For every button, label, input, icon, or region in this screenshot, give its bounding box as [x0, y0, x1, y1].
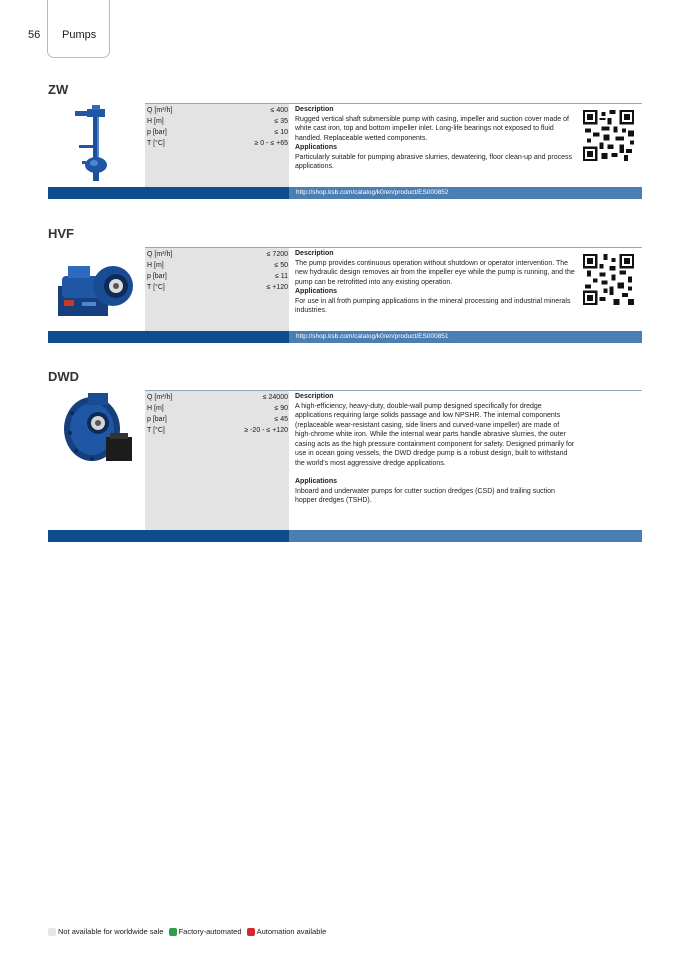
legend-swatch-grey: [48, 928, 56, 936]
spec-p-label: p [bar]: [147, 416, 167, 423]
legend: [48, 926, 329, 938]
description-heading: Description: [295, 106, 334, 113]
spec-t: [147, 425, 288, 436]
spec-h-value: ≤ 35: [274, 118, 288, 125]
product-link-bar: [48, 187, 642, 199]
product-title: ZW: [48, 82, 69, 97]
spec-q-value: ≤ 24000: [262, 394, 288, 401]
bar-left: [48, 530, 289, 542]
description-text: The pump provides continuous operation without shutdown or operator intervention. The new hydraulic design removes air from the impeller eye while the pump is running, and the pump can be retrofitted into any existing operation.: [295, 259, 575, 286]
spec-t-label: T [°C]: [147, 284, 165, 291]
product-description: [295, 392, 575, 506]
product-section-zw: [48, 82, 642, 202]
product-description: [295, 105, 575, 172]
description-heading: Description: [295, 393, 334, 400]
spec-p-value: ≤ 11: [274, 273, 288, 280]
spec-p-label: p [bar]: [147, 273, 167, 280]
spec-q: [147, 105, 288, 116]
spec-q-value: ≤ 400: [270, 107, 288, 114]
spec-q-value: ≤ 7200: [266, 251, 288, 258]
description-text: A high-efficiency, heavy-duty, double-wall pump designed specifically for dredge applications requiring large solids passage and low NPSHR. The internal components (replaceable wear-resistant casing, side liners and curved-vane impeller) are made of high-chrome white iron. While the internal wear parts handle abrasive slurries, the outer casing acts as the high pressure containment component for safety. Designed primarily for use in ocean going vessels, the DWD dredge pump is a robust design, built to withstand the world's most aggressive dredge applications.: [295, 402, 575, 467]
legend-item: [169, 926, 242, 937]
description-text: Rugged vertical shaft submersible pump with casing, impeller and suction cover made of white cast iron, top and bottom impeller inlet. Long-life bearings not exposed to fluid handled. Replaceable wetted components.: [295, 115, 569, 142]
spec-h-label: H [m]: [147, 405, 164, 412]
applications-text: Inboard and underwater pumps for cutter suction dredges (CSD) and trailing suction hopper dredges (TSHD).: [295, 487, 555, 504]
page-number: 56: [28, 29, 41, 41]
product-title: DWD: [48, 369, 80, 384]
product-title: HVF: [48, 226, 74, 241]
spec-h: [147, 260, 288, 271]
bar-right: [289, 331, 642, 343]
spec-q-label: Q [m³/h]: [147, 394, 173, 401]
applications-heading: Applications: [295, 478, 338, 485]
spec-t: [147, 282, 288, 293]
applications-text: For use in all froth pumping applications in the mineral processing and industrial minerals industries.: [295, 297, 571, 314]
bar-right: [289, 530, 642, 542]
description-heading: Description: [295, 250, 334, 257]
spec-h-value: ≤ 50: [274, 262, 288, 269]
product-section-dwd: [48, 369, 642, 545]
hvf-pump-image: [58, 256, 134, 318]
product-link[interactable]: http://shop.ksb.com/catalog/k0/en/product/ES000851: [296, 333, 449, 340]
spec-t-label: T [°C]: [147, 140, 165, 147]
bar-left: [48, 187, 289, 199]
spec-t-value: ≥ -20 - ≤ +120: [244, 427, 288, 434]
qr-code-icon[interactable]: [583, 254, 634, 305]
bar-right: [289, 187, 642, 199]
product-link-bar: [48, 530, 642, 542]
dwd-pump-image: [62, 393, 134, 469]
legend-item: [48, 926, 163, 937]
legend-label: Automation available: [256, 927, 327, 936]
spec-q-label: Q [m³/h]: [147, 251, 173, 258]
spec-h: [147, 403, 288, 414]
zw-pump-image: [73, 105, 123, 185]
spec-h-label: H [m]: [147, 118, 164, 125]
product-section-hvf: [48, 226, 642, 346]
product-link[interactable]: http://shop.ksb.com/catalog/k0/en/product/ES000852: [296, 189, 449, 196]
spec-p: [147, 414, 288, 425]
spec-h: [147, 116, 288, 127]
qr-code-icon[interactable]: [583, 110, 634, 161]
legend-label: Factory-automated: [178, 927, 242, 936]
spec-h-label: H [m]: [147, 262, 164, 269]
spec-t-value: ≥ 0 - ≤ +65: [254, 140, 288, 147]
header-title: Pumps: [62, 29, 97, 41]
spec-p: [147, 271, 288, 282]
applications-text: Particularly suitable for pumping abrasive slurries, dewatering, floor clean-up and process applications.: [295, 153, 573, 170]
applications-heading: Applications: [295, 288, 338, 295]
legend-swatch-green: [169, 928, 177, 936]
spec-p: [147, 127, 288, 138]
spec-h-value: ≤ 90: [274, 405, 288, 412]
product-description: [295, 249, 575, 316]
spec-q-label: Q [m³/h]: [147, 107, 173, 114]
legend-item: [247, 926, 327, 937]
bar-left: [48, 331, 289, 343]
spec-t-label: T [°C]: [147, 427, 165, 434]
spec-q: [147, 249, 288, 260]
spec-p-value: ≤ 45: [274, 416, 288, 423]
applications-heading: Applications: [295, 144, 338, 151]
spec-t-value: ≤ +120: [266, 284, 288, 291]
spec-t: [147, 138, 288, 149]
spec-p-label: p [bar]: [147, 129, 167, 136]
product-link-bar: [48, 331, 642, 343]
spec-q: [147, 392, 288, 403]
spec-p-value: ≤ 10: [274, 129, 288, 136]
legend-label: Not available for worldwide sale: [58, 927, 164, 936]
legend-swatch-red: [247, 928, 255, 936]
